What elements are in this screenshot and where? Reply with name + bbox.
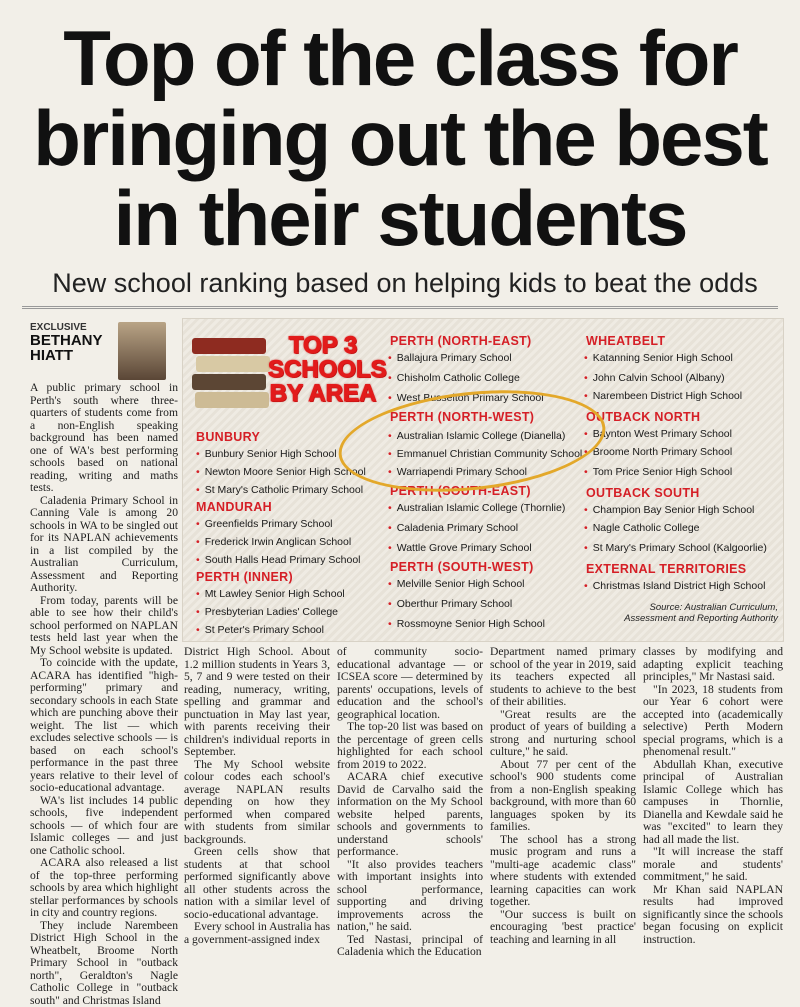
paragraph: "In 2023, 18 students from our Year 6 cohort were accepted into (academically selective) Perth Modern special programs, which is a phenomenal result." (643, 684, 783, 759)
region-heading: OUTBACK SOUTH (586, 486, 700, 500)
author-photo (118, 322, 166, 380)
paragraph: ACARA also released a list of the top-three performing schools by area which highlight stellar performances by schools in city and country regions. (30, 857, 178, 920)
school-item: • Rossmoyne Senior High School (388, 618, 545, 630)
byline-last-name: HIATT (30, 348, 170, 363)
school-item: • Tom Price Senior High School (584, 466, 732, 478)
region-heading: EXTERNAL TERRITORIES (586, 562, 746, 576)
paragraph: classes by modifying and adapting explicit teaching principles," Mr Nastasi said. (643, 646, 783, 684)
school-item: • Greenfields Primary School (196, 518, 333, 530)
paragraph: Every school in Australia has a government-assigned index (184, 921, 330, 946)
school-item: • Nagle Catholic College (584, 522, 700, 534)
school-item: • Newton Moore Senior High School (196, 466, 366, 478)
school-item: • South Halls Head Primary School (196, 554, 361, 566)
school-item: • Australian Islamic College (Dianella) (388, 430, 565, 442)
paragraph: The school has a strong music program and runs a "multi-age academic class" where students with extended learning capacities can work together. (490, 834, 636, 909)
books-icon (192, 330, 272, 422)
paragraph: "Our success is built on encouraging 'best practice' teaching and learning in all (490, 909, 636, 947)
article-column-3 (337, 646, 483, 906)
school-item: • Katanning Senior High School (584, 352, 733, 364)
school-item: • Caladenia Primary School (388, 522, 518, 534)
school-item: • Narembeen District High School (584, 390, 742, 402)
article-column-1 (30, 382, 178, 902)
region-heading: PERTH (SOUTH-EAST) (390, 484, 531, 498)
school-item: • John Calvin School (Albany) (584, 372, 725, 384)
paragraph: "Great results are the product of years of building a strong and nurturing school culture," he said. (490, 709, 636, 759)
school-item: • St Mary's Primary School (Kalgoorlie) (584, 542, 767, 554)
school-item: • St Peter's Primary School (196, 624, 324, 636)
school-item: • Wattle Grove Primary School (388, 542, 532, 554)
paragraph: Department named primary school of the year in 2019, said its teachers expected all students to achieve to the best of their abilities. (490, 646, 636, 709)
school-item: • Mt Lawley Senior High School (196, 588, 345, 600)
region-heading: BUNBURY (196, 430, 260, 444)
region-heading: PERTH (NORTH-WEST) (390, 410, 534, 424)
deck-subheadline: New school ranking based on helping kids to beat the odds (30, 268, 780, 299)
divider (22, 306, 778, 309)
school-item: • Frederick Irwin Anglican School (196, 536, 351, 548)
paragraph: "It also provides teachers with important insights into school performance, supporting and driving improvements across the nation," he said. (337, 859, 483, 934)
paragraph: Ted Nastasi, principal of Caladenia which the Education (337, 934, 483, 959)
school-item: • Broome North Primary School (584, 446, 732, 458)
school-item: • Champion Bay Senior High School (584, 504, 754, 516)
school-item: • Presbyterian Ladies' College (196, 606, 338, 618)
box-source: Source: Australian Curriculum, Assessment and Reporting Authority (608, 602, 778, 624)
school-item: • St Mary's Catholic Primary School (196, 484, 363, 496)
paragraph: To coincide with the update, ACARA has identified "high-performing" primary and secondary schools in each State which are punching above their weight. The list — which excludes selective schools — is based on each school's performance in the past three years relative to their level of socio-educational advantage. (30, 657, 178, 795)
school-item: • Baynton West Primary School (584, 428, 732, 440)
box-title-3: BY AREA (268, 382, 378, 406)
paragraph: A public primary school in Perth's south where three-quarters of students come from a non-English speaking background has been named one of WA's best performing schools based on national reading, writing and maths tests. (30, 382, 178, 495)
paragraph: of community socio-educational advantage — or ICSEA score — determined by parents' occupations, levels of education and the school's geographical location. (337, 646, 483, 721)
school-item: • Bunbury Senior High School (196, 448, 337, 460)
paragraph: District High School. About 1.2 million students in Years 3, 5, 7 and 9 were tested on their reading, numeracy, writing, spelling and grammar and punctuation in May last year, with parents receiving their children's individual reports in September. (184, 646, 330, 759)
school-item: • Emmanuel Christian Community School (388, 448, 582, 460)
school-item: • Warriapendi Primary School (388, 466, 527, 478)
box-title-2: SCHOOLS (268, 358, 378, 382)
paragraph: Mr Khan said NAPLAN results had improved significantly since the schools began focusing on explicit instruction. (643, 884, 783, 947)
headline-line-2: bringing out the best (30, 98, 770, 178)
school-item: • Christmas Island District High School (584, 580, 765, 592)
region-heading: PERTH (NORTH-EAST) (390, 334, 532, 348)
paragraph: About 77 per cent of the school's 900 students come from a non-English speaking background, with more than 60 languages spoken by its families. (490, 759, 636, 834)
article-column-5 (643, 646, 783, 906)
region-heading: PERTH (INNER) (196, 570, 293, 584)
box-title (268, 334, 378, 406)
byline-first-name: BETHANY (30, 333, 170, 348)
paragraph: From today, parents will be able to see how their child's school performed on NAPLAN tests held last year when the My School website is updated. (30, 595, 178, 658)
school-item: • Oberthur Primary School (388, 598, 512, 610)
school-item: • Melville Senior High School (388, 578, 525, 590)
school-item: • Chisholm Catholic College (388, 372, 520, 384)
school-item: • Ballajura Primary School (388, 352, 512, 364)
paragraph: The top-20 list was based on the percentage of green cells highlighted for each school from 2019 to 2022. (337, 721, 483, 771)
region-heading: OUTBACK NORTH (586, 410, 700, 424)
paragraph: Caladenia Primary School in Canning Vale is among 20 schools in WA to be singled out for its NAPLAN achievements in a list compiled by the Australian Curriculum, Assessment and Reporting Authority. (30, 495, 178, 595)
article-column-4 (490, 646, 636, 906)
paragraph: "It will increase the staff morale and students' commitment," he said. (643, 846, 783, 884)
paragraph: The My School website colour codes each school's average NAPLAN results depending on how they performed when compared with students from similar backgrounds. (184, 759, 330, 847)
article-column-2 (184, 646, 330, 906)
region-heading: PERTH (SOUTH-WEST) (390, 560, 534, 574)
headline (30, 18, 770, 258)
region-heading: MANDURAH (196, 500, 272, 514)
paragraph: Abdullah Khan, executive principal of Australian Islamic College which has campuses in Thornlie, Dianella and Kewdale said he was "excited" to learn they had all made the list. (643, 759, 783, 847)
paragraph: Green cells show that students at that school performed significantly above all other students across the nation with a similar level of socio-educational advantage. (184, 846, 330, 921)
paragraph: They include Narembeen District High School in the Wheatbelt, Broome North Primary School in "outback north", Geraldton's Nagle Catholic College in "outback south" and Christmas Island (30, 920, 178, 1007)
school-item: • West Busselton Primary School (388, 392, 544, 404)
headline-line-1: Top of the class for (30, 18, 770, 98)
paragraph: ACARA chief executive David de Carvalho said the information on the My School website helped parents, schools and governments to understand schools' performance. (337, 771, 483, 859)
school-item: • Australian Islamic College (Thornlie) (388, 502, 565, 514)
byline-label: EXCLUSIVE (30, 322, 170, 333)
paragraph: WA's list includes 14 public schools, five independent schools — of which four are Islamic colleges — and just one Catholic school. (30, 795, 178, 858)
box-title-1: TOP 3 (268, 334, 378, 358)
headline-line-3: in their students (30, 178, 770, 258)
region-heading: WHEATBELT (586, 334, 665, 348)
